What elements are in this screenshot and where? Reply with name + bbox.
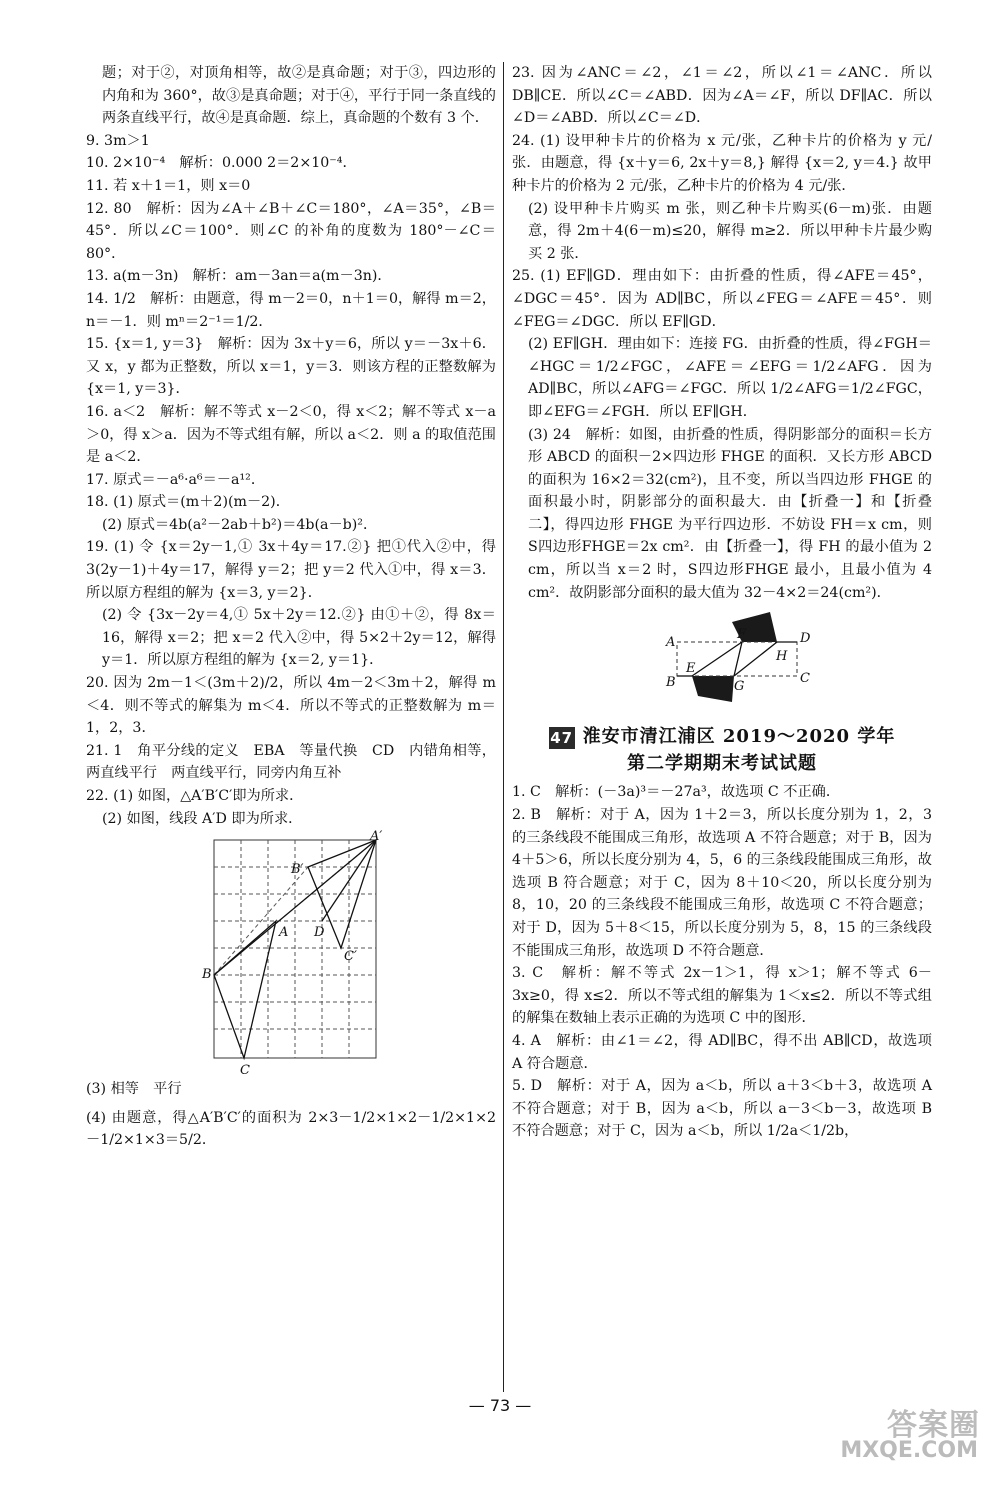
answer-16: 16. a＜2 解析：解不等式 x－2＜0，得 x＜2；解不等式 x－a＞0，得 x＞a．因为不等式组有解，所以 a＜2．则 a 的取值范围是 a＜2． [86, 403, 496, 466]
answer-22-1: 22. (1) 如图，△A′B′C′即为所求． [86, 788, 304, 804]
label-b-prime: B′ [291, 862, 304, 878]
answer-22-2: (2) 如图，线段 A′D 即为所求． [102, 810, 303, 827]
figure-22 [86, 830, 496, 1078]
right-column [512, 62, 932, 1143]
answer-25-3: (3) 24 解析：如图，由折叠的性质，得阴影部分的面积＝长方形 ABCD 的面积－2×四边形 FHGE 的面积．又长方形 ABCD 的面积为 16×2＝32(cm²)，且不变，所以当四边形 FHGE 的面积最小时，阴影部分的面积最大．由【折叠一】和【折叠二】，得四边形 FHGE 为平行四边形．不妨设 FH＝x cm，则 S四边形FHGE＝2x cm²．由【折叠一】，得 FH 的最小值为 2 cm，所以当 x＝2 时，S四边形FHGE 最小，且最小值为 4 cm²．故阴影部分面积的最大值为 32－4×2＝24(cm²)． [528, 426, 932, 601]
answer-11: 11. 若 x＋1＝1，则 x＝0 [86, 177, 251, 194]
answer-13: 13. a(m－3n) 解析：am－3an＝a(m－3n)． [86, 268, 392, 285]
label-f: F [737, 627, 747, 643]
answer-22-3: (3) 相等 平行 [86, 1081, 182, 1098]
answer-18-1: 18. (1) 原式＝(m＋2)(m－2)． [86, 494, 290, 511]
answer-22-4: (4) 由题意，得△A′B′C′的面积为 2×3－1/2×1×2－1/2×1×2－1/2×1×3＝5/2． [86, 1109, 496, 1149]
answer-23: 23. 因为∠ANC＝∠2，∠1＝∠2，所以∠1＝∠ANC．所以 DB∥CE．所以∠C＝∠ABD．因为∠A＝∠F，所以 DF∥AC．所以∠D＝∠ABD．所以∠C＝∠D． [512, 65, 932, 127]
label-d: D [800, 631, 811, 647]
answer-9: 9. 3m＞1 [86, 132, 150, 149]
label-c: C [800, 671, 810, 687]
label-d: D [314, 925, 325, 941]
answer-25-2: (2) EF∥GH．理由如下：连接 FG．由折叠的性质，得∠FGH＝∠HGC＝1/2∠FGC，∠AFE＝∠EFG＝1/2∠AFG．因为 AD∥BC，所以∠AFG＝∠FGC．所以 1/2∠AFG＝1/2∠FGC，即∠EFG＝∠FGH．所以 EF∥GH． [528, 336, 932, 420]
section-number-badge: 47 [550, 728, 574, 747]
answer-15: 15. {x＝1, y＝3} 解析：因为 3x＋y＝6，所以 y＝－3x＋6．又 x，y 都为正整数，所以 x＝1，y＝3．则该方程的正整数解为 {x＝1, y＝3}． [86, 336, 496, 398]
answer-19-2: (2) 令 {3x－2y＝4,① 5x＋2y＝12.②} 由①＋②，得 8x＝16，解得 x＝2；把 x＝2 代入②中，得 5×2＋2y＝12，解得 y＝1．所以原方程组的解为 {x＝2, y＝1}． [102, 607, 496, 669]
label-c-prime: C′ [344, 949, 357, 965]
answer-25-1: 25. (1) EF∥GD．理由如下：由折叠的性质，得∠AFE＝45°，∠DGC＝45°．因为 AD∥BC，所以∠FEG＝∠AFE＝45°．则∠FEG＝∠DGC．所以 EF∥GD． [512, 268, 932, 330]
answer-new-4: 4. A 解析：由∠1＝∠2，得 AD∥BC，得不出 AB∥CD，故选项 A 符合题意． [512, 1032, 932, 1072]
answer-new-2: 2. B 解析：对于 A，因为 1＋2＝3，所以长度分别为 1，2，3 的三条线段不能围成三角形，故选项 A 不符合题意；对于 B，因为 4＋5＞6，所以长度分别为 4，5，6 的三条线段能围成三角形，故选项 B 符合题意；对于 C，因为 8＋10＜20，所以长度分别为 8，10，20 的三条线段不能围成三角形，故选项 C 不符合题意；对于 D，因为 5＋8＜15，所以长度分别为 5，8，15 的三条线段不能围成三角形，故选项 D 不符合题意． [512, 807, 932, 959]
answer-17: 17. 原式＝－a⁶·a⁶＝－a¹²． [86, 471, 266, 488]
answer-new-3: 3. C 解析：解不等式 2x－1＞1，得 x＞1；解不等式 6－3x≥0，得 x≤2．所以不等式组的解集为 1＜x≤2．所以不等式组的解集在数轴上表示正确的为选项 C 中的图形． [512, 965, 932, 1027]
answer-24-2: (2) 设甲种卡片购买 m 张，则乙种卡片购买(6－m)张．由题意，得 2m＋4(6－m)≤20，解得 m≥2．所以甲种卡片最少购买 2 张． [528, 200, 932, 262]
answer-8-cont: 题；对于②，对顶角相等，故②是真命题；对于③，四边形的内角和为 360°，故③是真命题；对于④，平行于同一条直线的两条直线平行，故④是真命题．综上，真命题的个数有 3 个． [102, 65, 496, 127]
answer-10: 10. 2×10⁻⁴ 解析：0.000 2＝2×10⁻⁴． [86, 155, 357, 172]
label-a: A [279, 925, 289, 941]
page-number: — 73 — [468, 1396, 532, 1415]
label-h: H [776, 649, 788, 665]
grid-triangle-figure [86, 830, 496, 1078]
watermark-url: MXQE.COM [840, 1438, 978, 1463]
label-a: A [666, 635, 676, 651]
section-title-line1: 淮安市清江浦区 2019～2020 学年 [582, 726, 896, 748]
label-b: B [202, 967, 212, 983]
answer-18-2: (2) 原式＝4b(a²－2ab＋b²)＝4b(a－b)²． [102, 516, 378, 533]
answer-19-1: 19. (1) 令 {x＝2y－1,① 3x＋4y＝17.②} 把①代入②中，得 3(2y－1)＋4y＝17，解得 y＝2；把 y＝2 代入①中，得 x＝3．所以原方程组的解为 {x＝3, y＝2}． [86, 539, 496, 601]
answer-20: 20. 因为 2m－1＜(3m＋2)/2，所以 4m－2＜3m＋2，解得 m＜4．则不等式的解集为 m＜4．所以不等式的正整数解为 m＝1，2，3． [86, 675, 496, 737]
answer-new-5: 5. D 解析：对于 A，因为 a＜b，所以 a＋3＜b＋3，故选项 A 不符合题意；对于 B，因为 a＜b，所以 a－3＜b－3，故选项 B 不符合题意；对于 C，因为 a＜b，所以 1/2a＜1/2b， [512, 1078, 932, 1140]
left-column [86, 62, 496, 1152]
column-divider [503, 62, 504, 1392]
answer-21: 21. 1 角平分线的定义 EBA 等量代换 CD 内错角相等，两直线平行 两直线平行，同旁内角互补 [86, 742, 496, 782]
label-e: E [686, 661, 696, 677]
answer-24-1: 24. (1) 设甲种卡片的价格为 x 元/张，乙种卡片的价格为 y 元/张．由题意，得 {x＋y＝6, 2x＋y＝8,} 解得 {x＝2, y＝4.} 故甲种卡片的价格为 2 元/张，乙种卡片的价格为 4 元/张． [512, 132, 932, 194]
watermark-logo: 答案圈 [887, 1408, 980, 1443]
answer-new-1: 1. C 解析：(－3a)³＝－27a³，故选项 C 不正确． [512, 784, 841, 801]
label-a-prime: A′ [370, 830, 383, 845]
section-heading [512, 726, 932, 775]
label-g: G [734, 679, 745, 695]
answer-12: 12. 80 解析：因为∠A＋∠B＋∠C＝180°，∠A＝35°，∠B＝45°．所以∠C＝100°．则∠C 的补角的度数为 180°－∠C＝80°． [86, 200, 496, 262]
answer-14: 14. 1/2 解析：由题意，得 m－2＝0，n＋1＝0，解得 m＝2，n＝－1．则 mⁿ＝2⁻¹＝1/2． [86, 290, 496, 330]
label-c: C [240, 1063, 250, 1079]
label-b: B [666, 675, 676, 691]
figure-25 [512, 604, 932, 716]
folded-rectangle-figure [512, 604, 932, 716]
section-title-line2: 第二学期期末考试试题 [627, 752, 817, 774]
